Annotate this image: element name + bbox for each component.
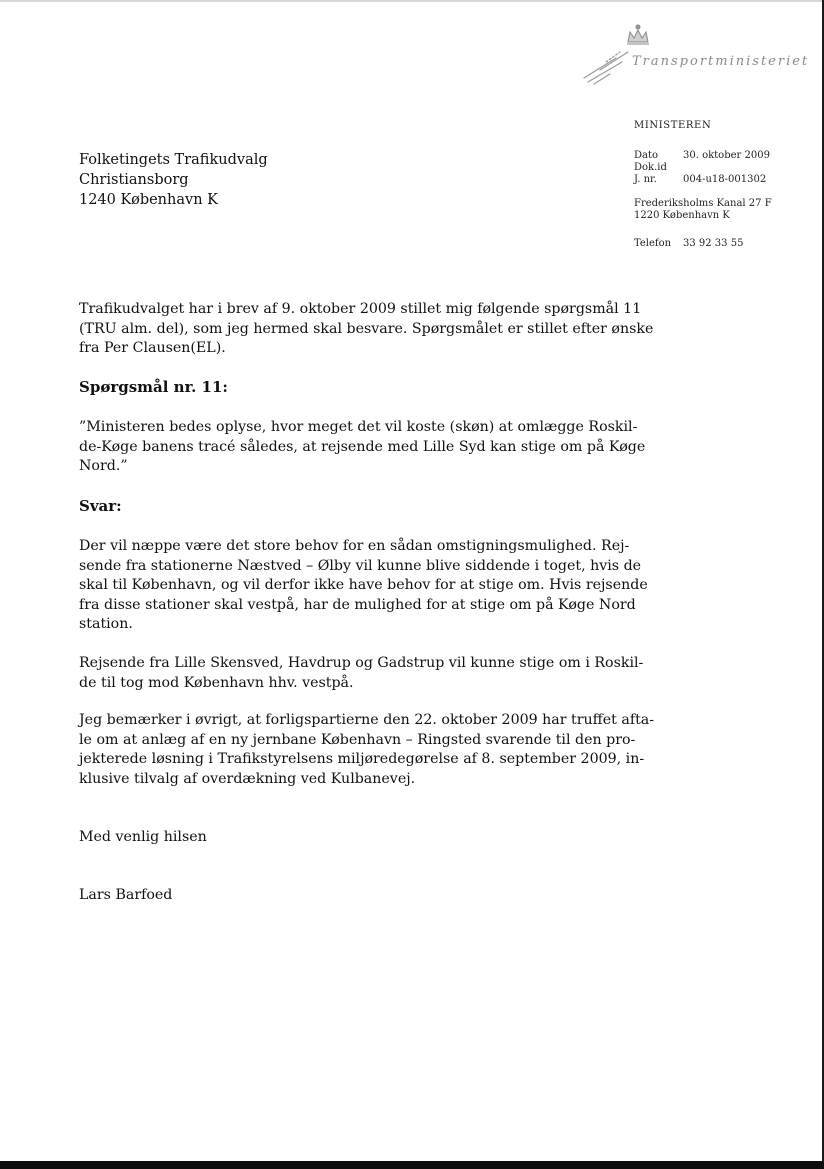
question-line-1: ”Ministeren bedes oplyse, hvor meget det vil koste (skøn) at omlægge Roskil- bbox=[79, 419, 638, 435]
recipient-line-2: Christiansborg bbox=[79, 172, 189, 188]
answer-p1-line: sende fra stationerne Næstved – Ølby vil kunne blive siddende i toget, hvis de bbox=[79, 557, 642, 574]
meta-address-line1: Frederiksholms Kanal 27 F bbox=[634, 198, 772, 209]
jnr-value: 004-u18-001302 bbox=[683, 174, 767, 185]
answer-p3-line: jekterede løsning i Trafikstyrelsens miljøredegørelse af 8. september 2009, in- bbox=[79, 751, 645, 767]
answer-paragraph-3 bbox=[79, 711, 655, 789]
meta-dokid-row bbox=[634, 162, 683, 174]
meta-phone-row bbox=[634, 238, 743, 250]
scan-edge-top bbox=[0, 0, 824, 2]
answer-paragraph-2 bbox=[79, 654, 644, 693]
recipient-line-3: 1240 København K bbox=[79, 192, 218, 208]
recipient-line-1: Folketingets Trafikudvalg bbox=[79, 152, 268, 168]
date-label: Dato bbox=[634, 150, 659, 161]
recipient-address bbox=[79, 150, 268, 210]
answer-paragraph-1 bbox=[79, 537, 648, 635]
question-heading: Spørgsmål nr. 11: bbox=[79, 378, 228, 396]
question-line-3: Nord.” bbox=[79, 458, 128, 474]
answer-p1-line: Der vil næppe være det store behov for en sådan omstigningsmulighed. Rej- bbox=[79, 538, 630, 554]
intro-line-3: fra Per Clausen(EL). bbox=[79, 340, 226, 356]
jnr-label: J. nr. bbox=[634, 174, 657, 185]
phone-label: Telefon bbox=[634, 238, 672, 249]
ministry-name: Transportministeriet bbox=[632, 54, 810, 69]
meta-date-row bbox=[634, 150, 770, 162]
closing-greeting: Med venlig hilsen bbox=[79, 829, 207, 845]
question-line-2: de-Køge banens tracé således, at rejsende med Lille Syd kan stige om på Køge bbox=[79, 438, 646, 455]
dokid-label: Dok.id bbox=[634, 162, 667, 173]
meta-jnr-row bbox=[634, 174, 766, 186]
answer-p3-line: klusive tilvalg af overdækning ved Kulbanevej. bbox=[79, 770, 416, 787]
intro-line-2: (TRU alm. del), som jeg hermed skal besvare. Spørgsmålet er stillet efter ønske bbox=[79, 320, 654, 337]
intro-paragraph bbox=[79, 300, 654, 359]
signature-name: Lars Barfoed bbox=[79, 887, 173, 903]
answer-p2-line: de til tog mod København hhv. vestpå. bbox=[79, 674, 354, 691]
meta-address-line2: 1220 København K bbox=[634, 210, 730, 221]
answer-p3-line: le om at anlæg af en ny jernbane København – Ringsted svarende til den pro- bbox=[79, 731, 636, 748]
answer-p3-line: Jeg bemærker i øvrigt, at forligspartierne den 22. oktober 2009 har truffet afta- bbox=[79, 712, 655, 728]
question-text bbox=[79, 418, 646, 477]
answer-p1-line: fra disse stationer skal vestpå, har de mulighed for at stige om på Køge Nord bbox=[79, 596, 636, 613]
answer-p1-line: station. bbox=[79, 616, 133, 632]
answer-heading: Svar: bbox=[79, 497, 122, 515]
answer-p1-line: skal til København, og vil derfor ikke have behov for at stige om. Hvis rejsende bbox=[79, 577, 648, 593]
answer-p2-line: Rejsende fra Lille Skensved, Havdrup og Gadstrup vil kunne stige om i Roskil- bbox=[79, 655, 644, 671]
office-label: MINISTEREN bbox=[634, 120, 712, 131]
date-value: 30. oktober 2009 bbox=[683, 150, 770, 161]
phone-value: 33 92 33 55 bbox=[683, 238, 744, 249]
intro-line-1: Trafikudvalget har i brev af 9. oktober 2009 stillet mig følgende spørgsmål 11 bbox=[79, 301, 642, 317]
scan-edge-bottom bbox=[0, 1161, 824, 1169]
